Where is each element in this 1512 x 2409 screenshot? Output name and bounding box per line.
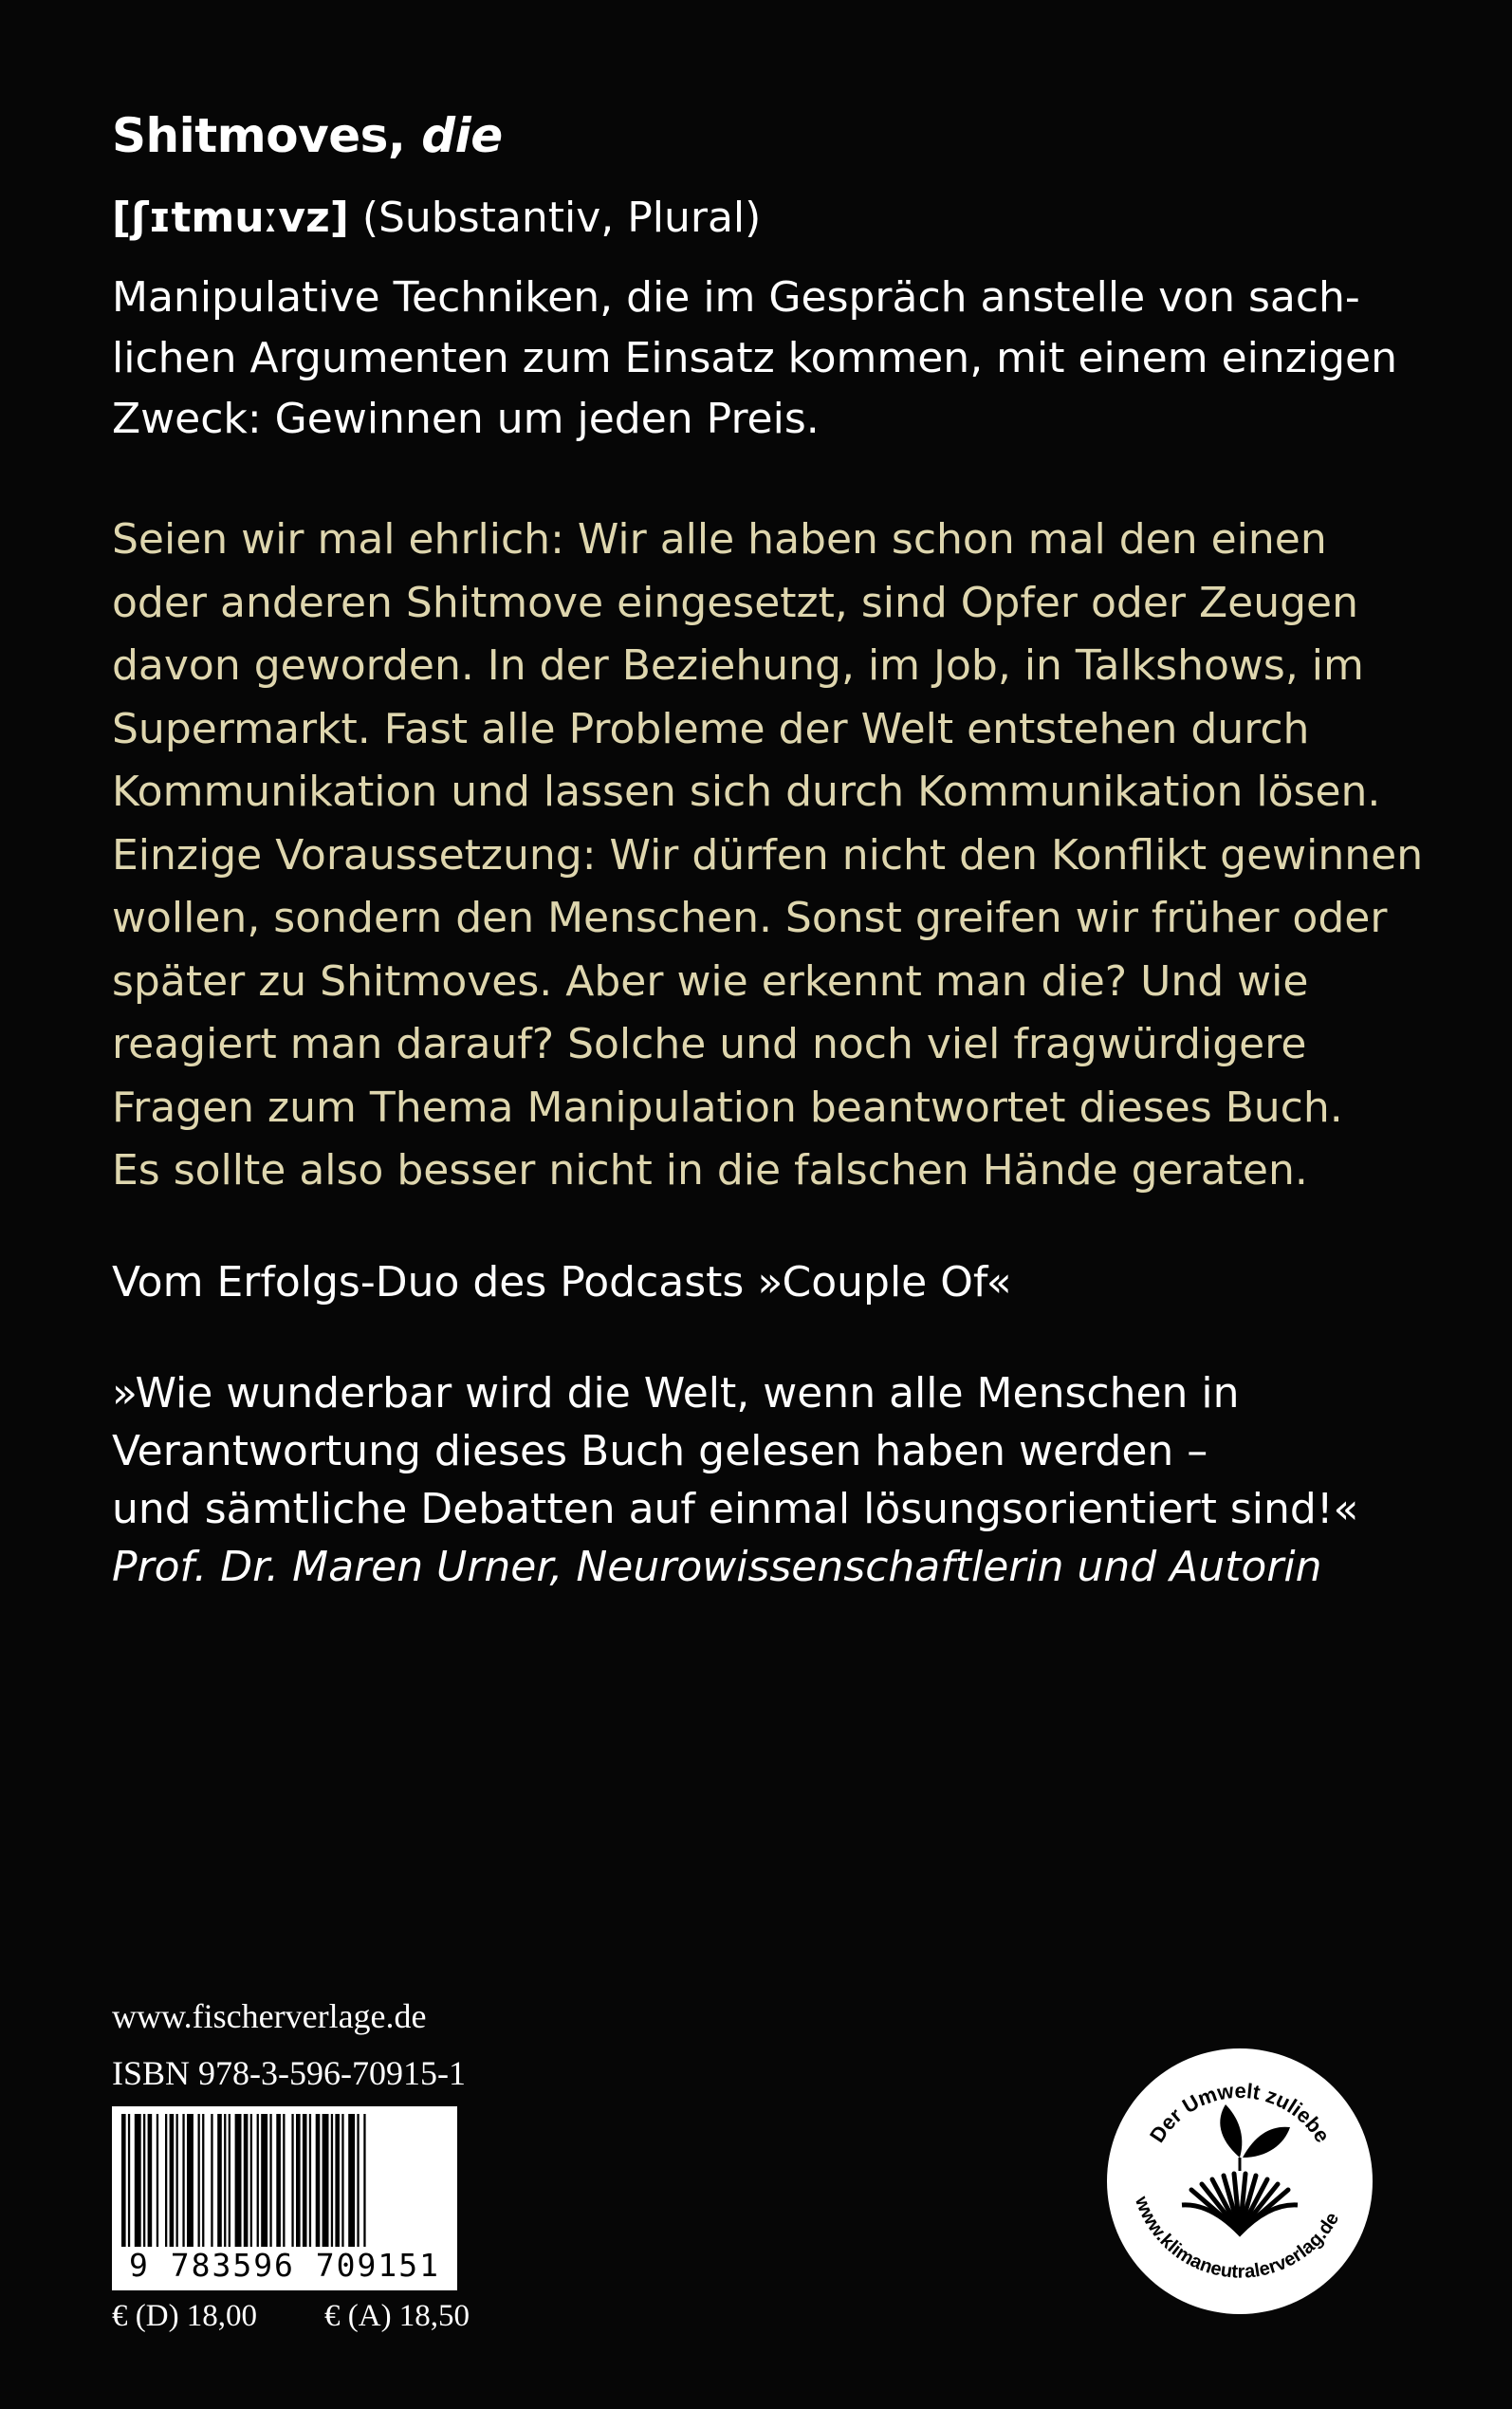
grammar-info: (Substantiv, Plural) [361,194,762,242]
headword [112,102,1383,169]
headword-term: Shitmoves, [112,108,406,163]
price-austria: € (A) 18,50 [324,2299,470,2333]
tagline: Vom Erfolgs-Duo des Podcasts »Couple Of« [112,1257,1012,1306]
eco-badge-graphic [1104,2046,1375,2317]
barcode [112,2106,457,2290]
definition: Manipulative Techniken, die im Gespräch anstelle von sach- lichen Argumenten zum Einsatz kommen, mit einem einzigen Zweck: Gewinnen um jeden Preis. [112,273,1397,443]
quote-source: Prof. Dr. Maren Urner, Neurowissenschaftlerin und Autorin [112,1542,1322,1591]
eco-badge [1104,2046,1375,2317]
isbn: ISBN 978-3-596-70915-1 [112,2054,466,2092]
barcode-number: 9 783596 709151 [112,2247,457,2285]
pronunciation [112,188,1383,249]
blurb: Seien wir mal ehrlich: Wir alle haben schon mal den einen oder anderen Shitmove eingesetzt, sind Opfer oder Zeugen davon geworden. In der Beziehung, im Job, in Talkshows, im Supermarkt. Fast alle Probleme der Welt entstehen durch Kommunikation und lassen sich durch Kommunikation lösen. Einzige Voraussetzung: Wir dürfen nicht den Konflikt gewinnen wollen, sondern den Menschen. Sonst greifen wir früher oder später zu Shitmoves. Aber wie erkennt man die? Und wie reagiert man darauf? Solche und noch viel fragwürdigere Fragen zum Thema Manipulation beantwortet dieses Buch. Es sollte also besser nicht in die falschen Hände geraten. [112,515,1424,1195]
eco-badge-text-top: Der Umwelt zuliebe [1145,2078,1336,2147]
price-germany: € (D) 18,00 [112,2299,258,2333]
quote-text: »Wie wunderbar wird die Welt, wenn alle Menschen in Verantwortung dieses Buch gelesen haben werden – und sämtliche Debatten auf einmal lösungsorientiert sind!« [112,1368,1359,1533]
prices [112,2292,470,2340]
publisher-website: www.fischerverlage.de [112,1997,427,2035]
back-cover-text [112,102,1424,1596]
pronunciation-ipa: [ʃɪtmuːvz] [112,194,349,242]
headword-gender: die [421,108,503,163]
eco-badge-text-bottom: www.klimaneutralerverlag.de [1130,2194,1344,2283]
